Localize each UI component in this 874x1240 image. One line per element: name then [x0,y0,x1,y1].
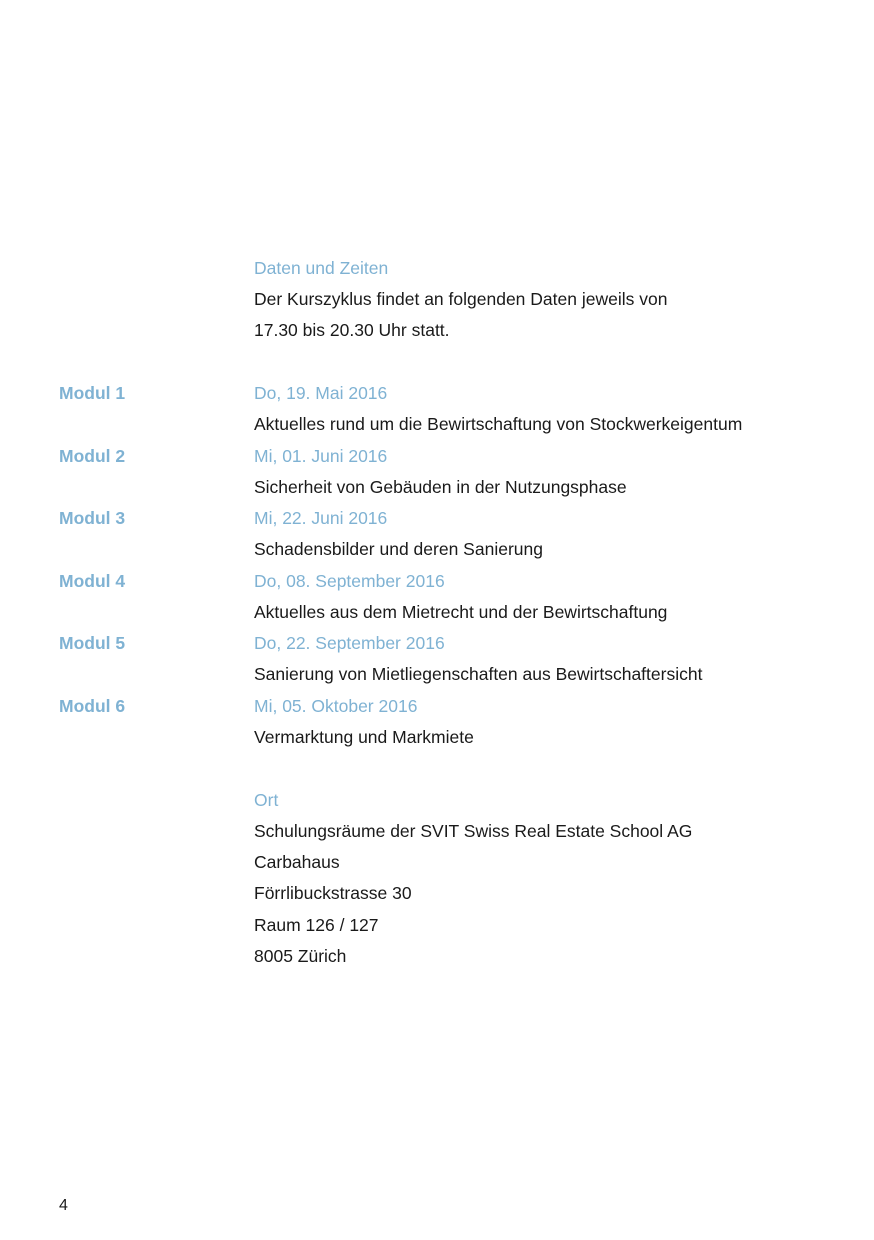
location-line: Carbahaus [254,852,340,872]
module-topic: Vermarktung und Markmiete [254,727,474,747]
module-topic: Sanierung von Mietliegenschaften aus Bewirtschaftersicht [254,664,703,684]
module-date: Do, 19. Mai 2016 [254,383,388,403]
location-heading: Ort [254,790,279,810]
location-line: Schulungsräume der SVIT Swiss Real Estate School AG [254,821,693,841]
module-date: Do, 22. September 2016 [254,633,445,653]
page-number: 4 [59,1197,68,1214]
module-topic: Schadensbilder und deren Sanierung [254,539,543,559]
module-date: Mi, 01. Juni 2016 [254,446,388,466]
intro-text-line-2: 17.30 bis 20.30 Uhr statt. [254,320,450,340]
module-label: Modul 2 [59,446,126,466]
dates-heading: Daten und Zeiten [254,258,389,278]
module-label: Modul 3 [59,508,126,528]
location-line: 8005 Zürich [254,946,347,966]
module-topic: Aktuelles rund um die Bewirtschaftung von Stockwerkeigentum [254,414,743,434]
module-date: Mi, 05. Oktober 2016 [254,696,418,716]
module-date: Do, 08. September 2016 [254,571,445,591]
intro-text-line-1: Der Kurszyklus findet an folgenden Daten jeweils von [254,289,668,309]
module-topic: Aktuelles aus dem Mietrecht und der Bewirtschaftung [254,602,668,622]
location-line: Förrlibuckstrasse 30 [254,883,412,903]
module-date: Mi, 22. Juni 2016 [254,508,388,528]
location-line: Raum 126 / 127 [254,915,379,935]
module-label: Modul 5 [59,633,126,653]
module-label: Modul 1 [59,383,126,403]
module-topic: Sicherheit von Gebäuden in der Nutzungsphase [254,477,627,497]
module-label: Modul 4 [59,571,126,591]
module-label: Modul 6 [59,696,126,716]
